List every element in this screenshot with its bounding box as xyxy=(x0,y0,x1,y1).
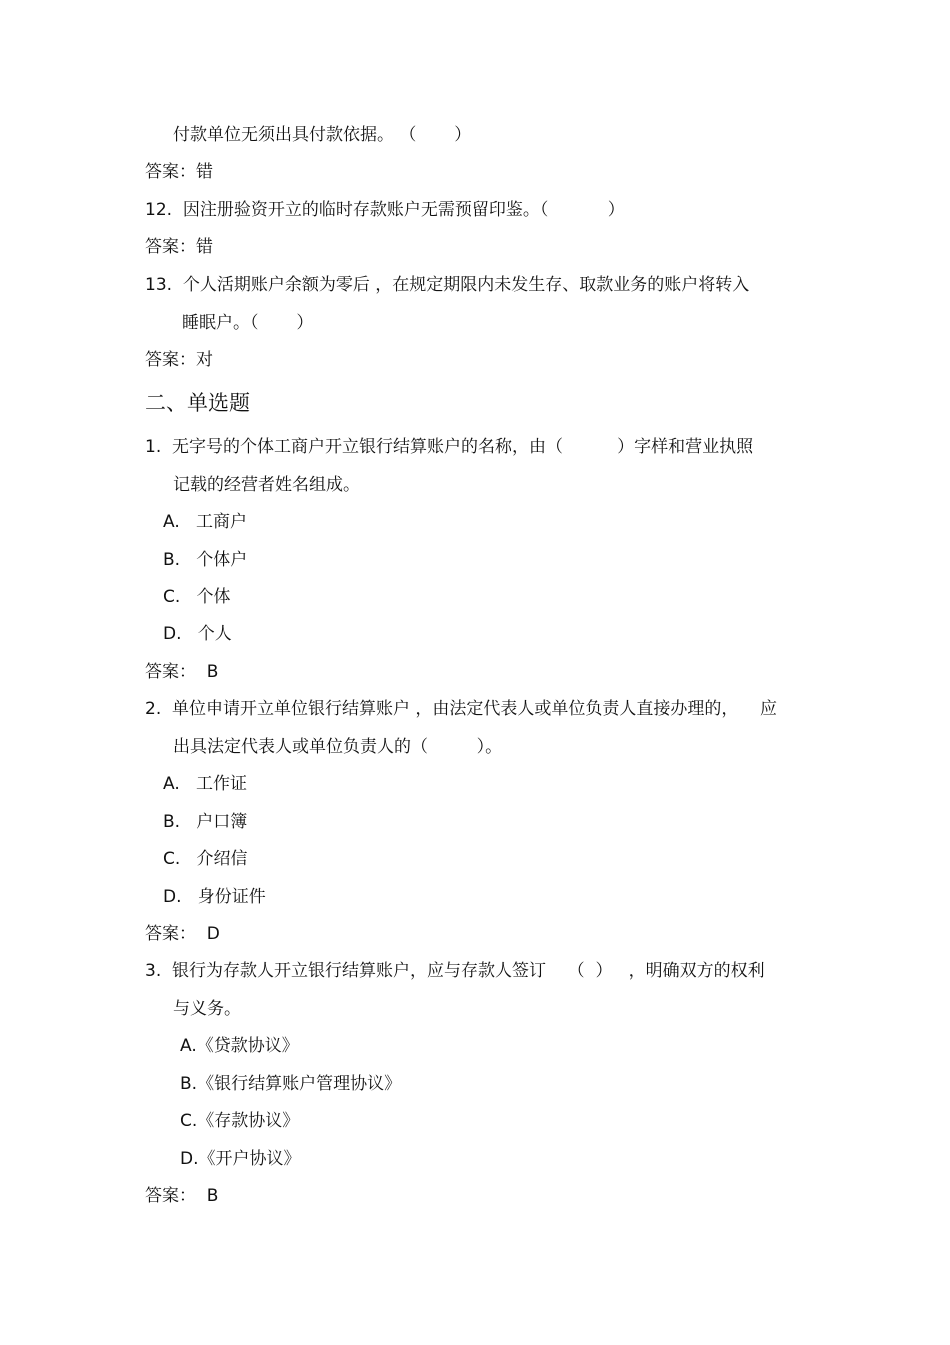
answer-line: 答案： B xyxy=(145,1186,219,1206)
answer-line: 答案：错 xyxy=(145,237,213,257)
option-a: A. 工作证 xyxy=(163,774,247,794)
section-heading: 二、单选题 xyxy=(145,391,250,415)
option-a: A. 工商户 xyxy=(163,512,247,532)
answer-line: 答案： D xyxy=(145,924,220,944)
question-3: 3. 银行为存款人开立银行结算账户，应与存款人签订 （ ） ，明确双方的权利 xyxy=(145,961,765,981)
option-c: C. 个体 xyxy=(163,587,231,607)
question-13: 13. 个人活期账户余额为零后 ，在规定期限内未发生存、取款业务的账户将转入 xyxy=(145,275,750,295)
question-1-continued: 记载的经营者姓名组成。 xyxy=(173,475,360,495)
question-2: 2. 单位申请开立单位银行结算账户 ，由法定代表人或单位负责人直接办理的， 应 xyxy=(145,699,778,719)
question-12: 12. 因注册验资开立的临时存款账户无需预留印鉴。（ ） xyxy=(145,200,625,220)
option-b: B. 个体户 xyxy=(163,550,248,570)
option-c: C. 介绍信 xyxy=(163,849,248,869)
option-d: D. 身份证件 xyxy=(163,887,266,907)
option-d: D.《开户协议》 xyxy=(180,1149,301,1169)
option-b: B. 户口簿 xyxy=(163,812,248,832)
question-3-continued: 与义务。 xyxy=(173,999,241,1019)
answer-line: 答案：错 xyxy=(145,162,213,182)
answer-line: 答案：对 xyxy=(145,350,213,370)
option-c: C.《存款协议》 xyxy=(180,1111,300,1131)
option-b: B.《银行结算账户管理协议》 xyxy=(180,1074,402,1094)
question-2-continued: 出具法定代表人或单位负责人的（ ）。 xyxy=(173,737,503,757)
option-d: D. 个人 xyxy=(163,624,232,644)
question-1: 1. 无字号的个体工商户开立银行结算账户的名称，由（ ）字样和营业执照 xyxy=(145,437,754,457)
option-a: A.《贷款协议》 xyxy=(180,1036,299,1056)
text-line: 付款单位无须出具付款依据。 （ ） xyxy=(173,125,472,145)
question-13-continued: 睡眠户。（ ） xyxy=(182,313,314,333)
answer-line: 答案： B xyxy=(145,662,219,682)
